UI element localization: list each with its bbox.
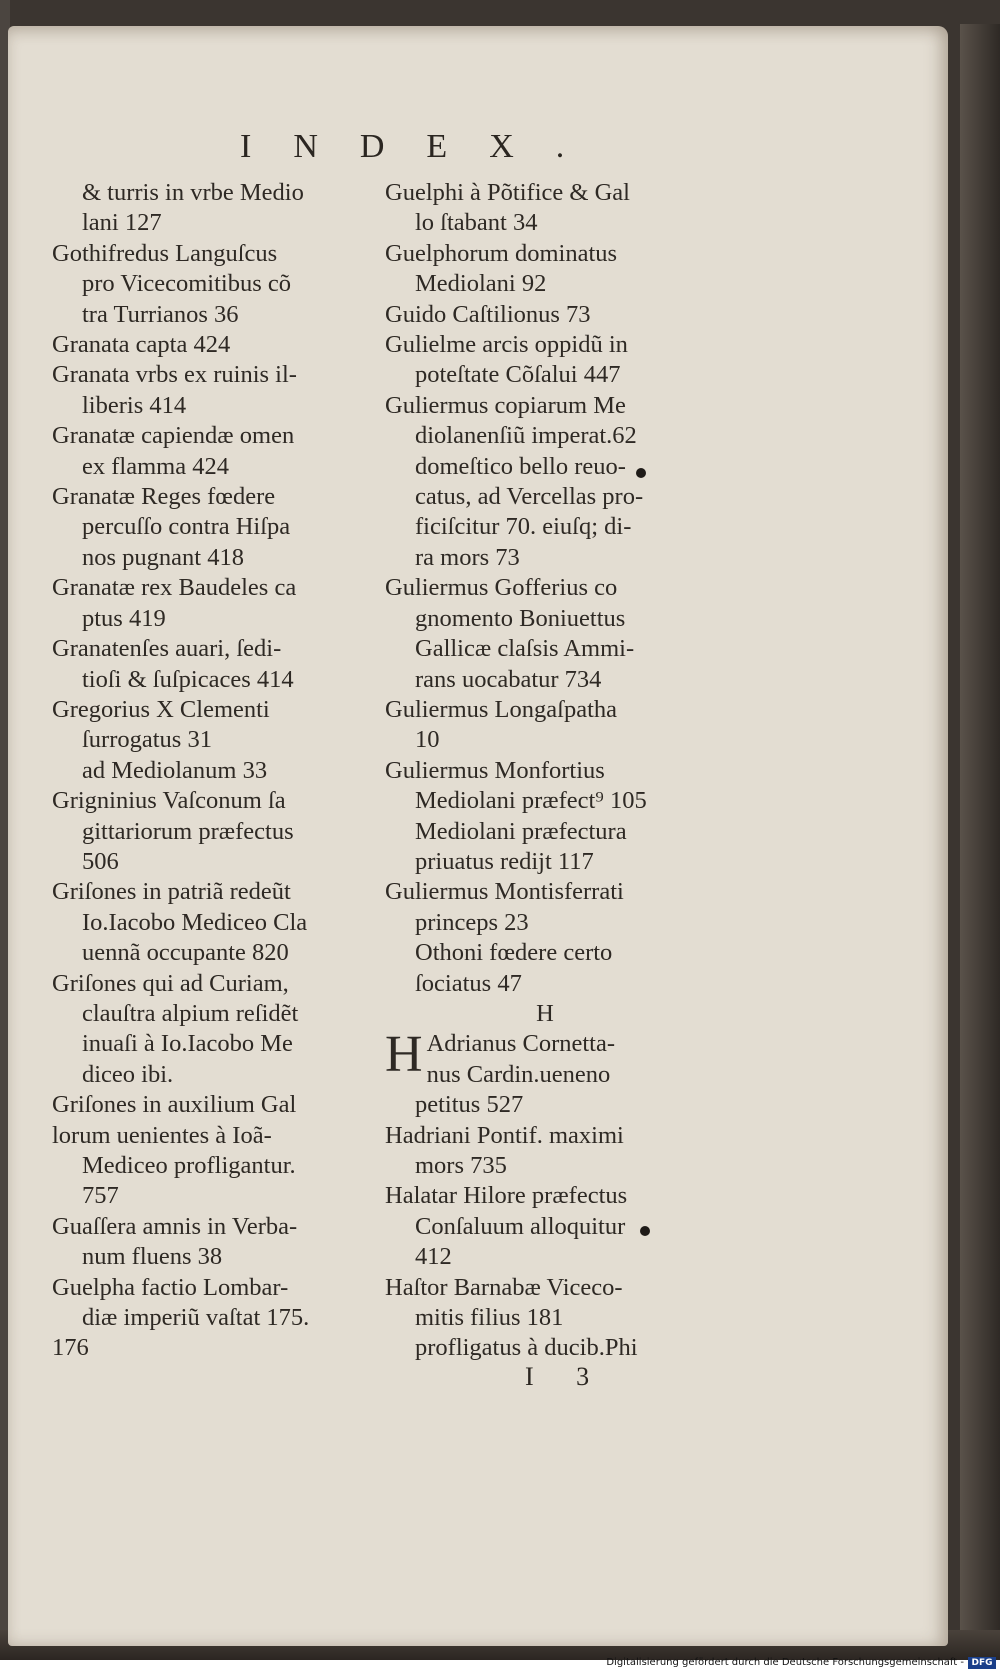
- book-edge-right: [960, 24, 1000, 1654]
- index-entry-line: [385, 1333, 705, 1363]
- index-entry-line: [385, 360, 705, 390]
- ink-spot: [640, 1226, 650, 1236]
- index-entry-line: [52, 1151, 370, 1181]
- index-entry-line: [52, 543, 370, 573]
- index-entry-line: [52, 1090, 370, 1120]
- index-entry-line: [385, 1242, 705, 1272]
- index-entry-text: domeſtico bello reuo-: [415, 452, 626, 480]
- index-entry-text: Gulielme arcis oppidũ in: [385, 331, 628, 359]
- index-entry-line: [385, 725, 705, 755]
- index-entry-text: liberis 414: [82, 391, 187, 419]
- index-entry-text: Conſaluum alloquitur: [415, 1212, 626, 1240]
- index-entry-text: Adrianus Cornetta-: [426, 1030, 616, 1058]
- index-entry-text: nos pugnant 418: [82, 543, 244, 571]
- index-entry-text: Guido Caſtilionus 73: [385, 300, 591, 328]
- index-entry-text: Gallicæ claſsis Ammi-: [415, 635, 635, 663]
- index-entry-text: Granatæ rex Baudeles ca: [52, 574, 297, 602]
- index-entry-line: [52, 999, 370, 1029]
- index-entry-line: [385, 665, 705, 695]
- index-entry-text: mitis filius 181: [415, 1304, 564, 1332]
- index-entry-line: [52, 1333, 370, 1363]
- index-entry-text: lo ſtabant 34: [415, 209, 538, 237]
- index-entry-text: inuaſi à Io.Iacobo Me: [82, 1030, 293, 1058]
- index-entry-line: [385, 391, 705, 421]
- index-entry-text: gnomento Boniuettus: [415, 604, 626, 632]
- index-entry-text: catus, ad Vercellas pro-: [415, 483, 644, 511]
- index-entry-line: [52, 938, 370, 968]
- index-entry-line: [385, 1121, 705, 1151]
- index-entry-line: [385, 300, 705, 330]
- index-entry-text: Hadriani Pontif. maximi: [385, 1121, 624, 1149]
- index-entry-line: [385, 208, 705, 238]
- index-entry-line: [385, 695, 705, 725]
- index-entry-text: ra mors 73: [415, 543, 520, 571]
- index-entry-text: 176: [52, 1334, 89, 1362]
- index-entry-line: [385, 877, 705, 907]
- index-entry-line: [385, 1212, 705, 1242]
- index-entry-line: [52, 1303, 370, 1333]
- index-entry-line: [385, 756, 705, 786]
- index-entry-line: [52, 1212, 370, 1242]
- index-entry-line: [52, 665, 370, 695]
- index-entry-text: Guelpha factio Lombar-: [52, 1273, 289, 1301]
- index-entry-line: [52, 512, 370, 542]
- index-entry-line: [52, 360, 370, 390]
- index-entry-line: [52, 1242, 370, 1272]
- index-entry-text: percuſſo contra Hiſpa: [82, 513, 291, 541]
- index-entry-text: Granatenſes auari, ſedi-: [52, 635, 282, 663]
- index-entry-text: tioſi & ſuſpicaces 414: [82, 665, 294, 693]
- index-entry-line: [385, 330, 705, 360]
- index-entry-text: mors 735: [415, 1152, 507, 1179]
- dfg-logo-text: DFG: [971, 1658, 993, 1668]
- index-entry-text: poteſtate Cõſalui 447: [415, 361, 621, 389]
- index-entry-text: diolanenſiũ imperat.62: [415, 422, 637, 450]
- index-entry-line: [52, 452, 370, 482]
- index-entry-text: rans uocabatur 734: [415, 665, 602, 693]
- index-entry-line: [385, 269, 705, 299]
- index-entry-line: [52, 908, 370, 938]
- index-entry-line: [385, 817, 705, 847]
- index-entry-text: diæ imperiũ vaſtat 175.: [82, 1304, 310, 1332]
- index-entry-text: ſurrogatus 31: [82, 726, 212, 754]
- index-entry-text: Mediolani præfect⁹ 105: [415, 787, 647, 815]
- index-entry-line: [52, 239, 370, 269]
- index-entry-line: [52, 725, 370, 755]
- index-entry-line: [385, 178, 705, 208]
- index-entry-text: Gothifredus Languſcus: [52, 239, 278, 267]
- index-entry-text: Haſtor Barnabæ Vicecо-: [385, 1273, 623, 1301]
- index-entry-line: [52, 695, 370, 725]
- index-entry-line: [52, 421, 370, 451]
- index-entry-text: num fluens 38: [82, 1243, 223, 1271]
- index-entry-text: ficiſcitur 70. eiuſq; di-: [415, 513, 632, 541]
- index-entry-line: [385, 1273, 705, 1303]
- index-entry-text: diceo ibi.: [82, 1060, 174, 1088]
- index-entry-text: Io.Iacobo Mediceo Cla: [82, 908, 308, 936]
- index-entry-line: [385, 482, 705, 512]
- index-entry-text: pro Vicecomitibus cõ: [82, 270, 292, 298]
- index-entry-line: [385, 543, 705, 573]
- index-entry-text: Griſones in auxilium Gal: [52, 1091, 297, 1119]
- index-entry-line: [52, 969, 370, 999]
- index-entry-line: [52, 1060, 370, 1090]
- index-entry-text: nus Cardin.ueneno: [426, 1060, 611, 1088]
- index-entry-line: [52, 1181, 370, 1211]
- index-entry-text: Granatæ capiendæ omen: [52, 422, 295, 450]
- index-entry-text: Granatæ Reges fœdere: [52, 483, 276, 511]
- index-entry-line: [385, 1060, 705, 1090]
- index-entry-line: [385, 452, 705, 482]
- digitization-credit: Digitalisierung gefördert durch die Deutsche Forschungsgemeinschaft -: [606, 1657, 964, 1668]
- index-entry-line: [385, 847, 705, 877]
- index-entry-line: [52, 1121, 370, 1151]
- index-entry-text: lorum uenientes à Ioã-: [52, 1121, 272, 1149]
- index-entry-text: Othoni fœdere certo: [415, 939, 613, 967]
- index-entry-line: [385, 239, 705, 269]
- ink-spot: [636, 468, 646, 478]
- index-entry-line: [52, 573, 370, 603]
- index-entry-line: [385, 1181, 705, 1211]
- index-entry-text: profligatus à ducib.Phi: [415, 1334, 638, 1362]
- index-entry-line: [385, 573, 705, 603]
- signature-mark: I 3: [525, 1362, 608, 1391]
- index-entry-line: [385, 1090, 705, 1120]
- index-entry-line: [52, 178, 370, 208]
- index-entry-text: Gregorius X Clementi: [52, 695, 270, 723]
- index-entry-line: [52, 604, 370, 634]
- index-entry-text: Guliermus Gofferius co: [385, 574, 618, 602]
- index-entry-line: [385, 969, 705, 999]
- index-entry-line: [52, 756, 370, 786]
- index-entry-text: priuatus redijt 117: [415, 847, 594, 875]
- page-header: INDEX.: [240, 128, 607, 165]
- index-entry-line: [52, 1273, 370, 1303]
- index-entry-text: Guelphorum dominatus: [385, 239, 618, 267]
- index-entry-text: clauſtra alpium reſidẽt: [82, 999, 299, 1027]
- index-entry-text: Grigninius Vaſconum ſa: [52, 787, 286, 815]
- index-entry-text: 412: [415, 1243, 452, 1271]
- index-entry-text: & turris in vrbe Medio: [82, 179, 304, 206]
- index-entry-line: [385, 908, 705, 938]
- index-entry-text: Mediolani præfectura: [415, 817, 627, 845]
- index-entry-text: Guelphi à Põtifice & Gal: [385, 179, 630, 206]
- index-entry-text: Guliermus Monfortius: [385, 756, 605, 784]
- drop-cap: H: [385, 1026, 423, 1084]
- index-entry-line: [52, 1029, 370, 1059]
- index-entry-line: [52, 300, 370, 330]
- index-entry-text: Halatar Hilore præfectus: [385, 1182, 628, 1210]
- index-entry-line: [385, 938, 705, 968]
- index-entry-text: 506: [82, 847, 119, 875]
- index-entry-text: ad Mediolanum 33: [82, 756, 268, 784]
- dfg-logo: [968, 1657, 996, 1669]
- index-entry-line: [52, 817, 370, 847]
- index-entry-text: lani 127: [82, 209, 162, 237]
- index-entry-text: Griſones in patriã redeũt: [52, 878, 291, 906]
- section-letter: H: [536, 999, 554, 1027]
- index-entry-text: uennã occupante 820: [82, 939, 289, 967]
- index-entry-line: [52, 208, 370, 238]
- index-entry-text: Griſones qui ad Curiam,: [52, 969, 289, 997]
- index-entry-text: 10: [415, 726, 440, 754]
- index-entry-text: Guliermus Longaſpatha: [385, 695, 618, 723]
- index-entry-text: ptus 419: [82, 604, 166, 632]
- index-entry-line: [385, 512, 705, 542]
- index-entry-line: [52, 877, 370, 907]
- index-column-left: [52, 178, 370, 1364]
- index-entry-text: Guliermus copiarum Me: [385, 391, 626, 419]
- index-entry-line: [385, 1303, 705, 1333]
- index-entry-text: Granata vrbs ex ruinis il-: [52, 361, 297, 389]
- index-entry-line: [385, 786, 705, 816]
- index-entry-text: Granata capta 424: [52, 331, 231, 359]
- index-entry-text: Mediolani 92: [415, 270, 547, 298]
- index-entry-text: princeps 23: [415, 908, 529, 936]
- index-entry-line: [385, 634, 705, 664]
- index-entry-text: gittariorum præfectus: [82, 817, 294, 845]
- index-entry-line: [385, 1151, 705, 1181]
- index-entry-text: ſociatus 47: [415, 969, 522, 997]
- index-entry-line: [52, 391, 370, 421]
- index-entry-line: [52, 634, 370, 664]
- index-entry-line: [52, 269, 370, 299]
- index-entry-line: [52, 330, 370, 360]
- index-entry-text: Mediceo profligantur.: [82, 1152, 296, 1179]
- index-entry-line: [385, 421, 705, 451]
- index-entry-text: Guliermus Montisferrati: [385, 878, 624, 906]
- index-entry-line: [52, 786, 370, 816]
- index-entry-text: Guaſſera amnis in Verba-: [52, 1212, 298, 1240]
- index-entry-line: [385, 604, 705, 634]
- index-entry-line: [52, 482, 370, 512]
- index-entry-text: petitus 527: [415, 1091, 524, 1119]
- index-entry-text: tra Turrianos 36: [82, 300, 239, 328]
- index-entry-line: [52, 847, 370, 877]
- index-column-right: [385, 178, 705, 1364]
- index-entry-text: ex flamma 424: [82, 452, 229, 480]
- index-entry-text: 757: [82, 1182, 119, 1210]
